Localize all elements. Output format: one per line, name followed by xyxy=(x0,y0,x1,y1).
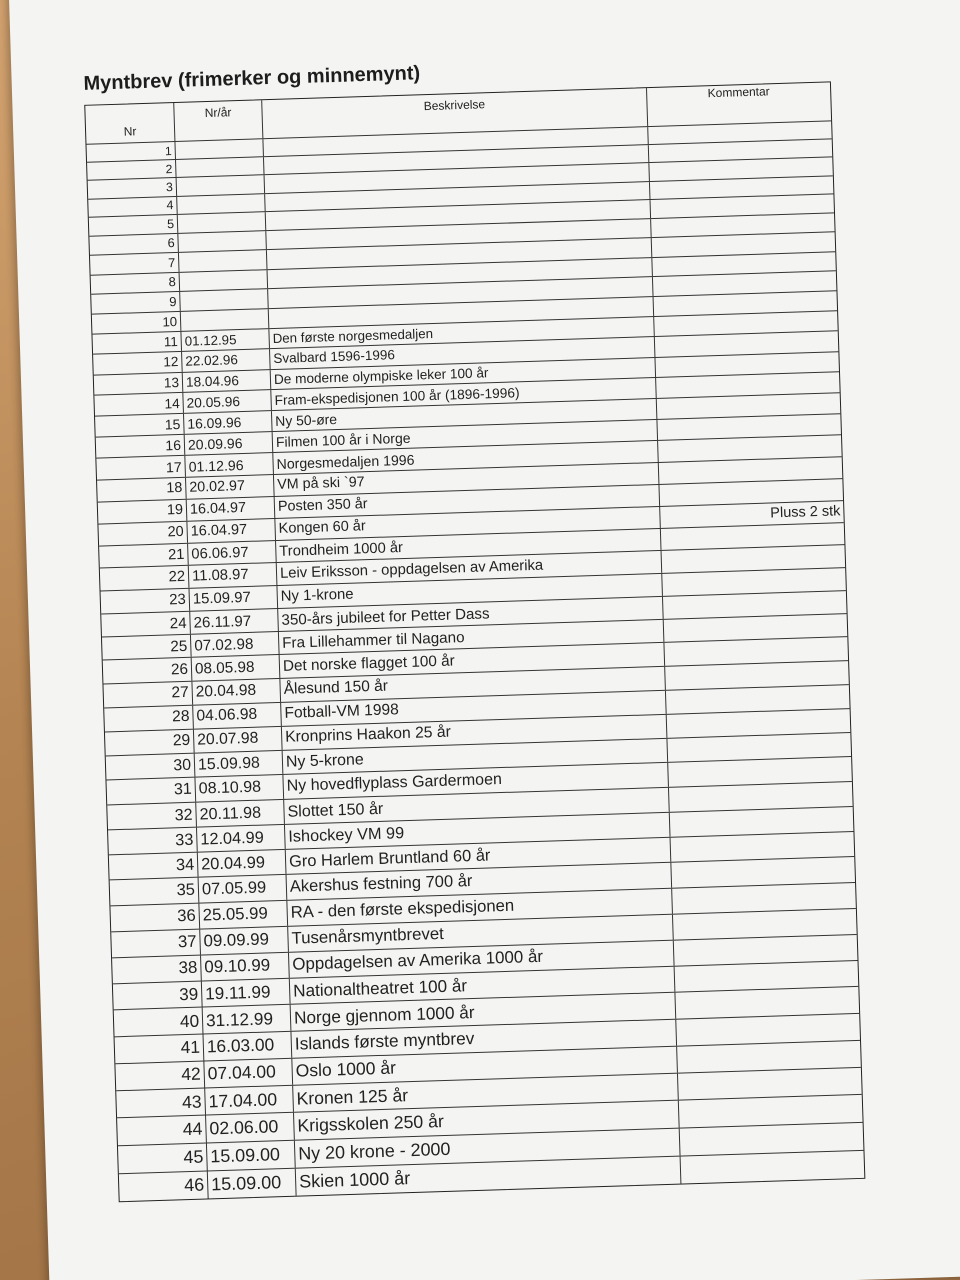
cell-date: 20.07.98 xyxy=(193,727,282,753)
cell-date: 07.02.98 xyxy=(190,632,279,657)
cell-description: Det norske flagget 100 år xyxy=(279,643,665,678)
cell-description: Ålesund 150 år xyxy=(279,667,665,702)
cell-date xyxy=(176,175,265,195)
cell-date: 07.04.00 xyxy=(203,1059,292,1088)
cell-date: 01.12.96 xyxy=(184,454,273,477)
header-comment: Kommentar xyxy=(646,82,831,126)
cell-description: 350-års jubileet for Petter Dass xyxy=(277,597,663,631)
cell-nr: 42 xyxy=(180,1064,202,1085)
cell-date: 20.02.97 xyxy=(185,475,274,499)
cell-date: 08.05.98 xyxy=(191,655,280,680)
cell-description: Tusenårsmyntbrevet xyxy=(287,915,673,952)
cell-date xyxy=(179,270,268,291)
cell-nr: 25 xyxy=(170,637,188,656)
cell-date: 11.08.97 xyxy=(188,563,277,587)
cell-date: 04.06.98 xyxy=(192,703,281,729)
cell-description: Posten 350 år xyxy=(274,485,659,518)
cell-date: 15.09.00 xyxy=(206,1141,295,1171)
cell-date: 16.04.97 xyxy=(186,519,275,543)
cell-nr: 10 xyxy=(162,313,178,330)
cell-description: Filmen 100 år i Norge xyxy=(272,420,657,452)
cell-date xyxy=(176,194,265,214)
cell-nr: 3 xyxy=(165,179,174,195)
cell-description: Den første norgesmedaljen xyxy=(268,317,653,348)
cell-comment: Pluss 2 stk xyxy=(659,501,844,528)
cell-description: Slottet 150 år xyxy=(283,788,669,824)
cell-date: 02.06.00 xyxy=(205,1113,294,1142)
cell-date: 31.12.99 xyxy=(202,1005,291,1033)
cell-date xyxy=(175,157,263,177)
cell-date: 20.11.98 xyxy=(195,800,284,827)
cell-nr: 39 xyxy=(178,984,199,1004)
cell-nr: 34 xyxy=(175,855,195,875)
cell-nr: 33 xyxy=(174,830,194,849)
cell-nr: 1 xyxy=(164,143,172,158)
cell-nr: 12 xyxy=(163,354,179,370)
cell-date: 25.05.99 xyxy=(198,901,287,929)
cell-description: Ny 1-krone xyxy=(276,574,661,608)
cell-description: Ny 50-øre xyxy=(271,399,656,431)
cell-nr: 32 xyxy=(174,805,193,824)
cell-date: 06.06.97 xyxy=(187,541,276,565)
cell-date: 20.04.98 xyxy=(191,679,280,705)
cell-date: 16.09.96 xyxy=(183,411,272,434)
cell-description: Trondheim 1000 år xyxy=(275,529,660,562)
cell-description: Svalbard 1596-1996 xyxy=(269,337,654,368)
cell-description: Gro Harlem Bruntland 60 år xyxy=(285,838,671,874)
cell-description: Ny 20 krone - 2000 xyxy=(294,1129,680,1168)
cell-nr: 38 xyxy=(178,958,198,978)
cell-nr: 7 xyxy=(167,254,176,271)
cell-description: De moderne olympiske leker 100 år xyxy=(270,358,655,390)
cell-description: Islands første myntbrev xyxy=(290,1020,676,1058)
cell-nr: 44 xyxy=(182,1118,203,1140)
cell-nr: 18 xyxy=(166,480,183,497)
cell-description: Ny 5-krone xyxy=(282,739,668,774)
cell-date xyxy=(177,212,266,233)
cell-description: Kongen 60 år xyxy=(274,507,659,540)
cell-nr: 19 xyxy=(166,502,184,519)
cell-date: 26.11.97 xyxy=(189,609,278,634)
cell-nr: 35 xyxy=(176,880,196,900)
table-body xyxy=(86,120,864,1201)
cell-date: 09.10.99 xyxy=(200,953,289,981)
cell-description: Ny hovedflyplass Gardermoen xyxy=(282,763,668,799)
cell-comment xyxy=(680,1151,865,1184)
cell-date: 20.05.96 xyxy=(182,390,271,413)
cell-date: 15.09.00 xyxy=(207,1168,296,1198)
cell-nr: 16 xyxy=(165,437,182,454)
cell-description: Norgesmedaljen 1996 xyxy=(272,441,657,474)
cell-nr: 20 xyxy=(167,524,184,541)
cell-description: Krigsskolen 250 år xyxy=(293,1101,679,1140)
cell-description: Skien 1000 år xyxy=(295,1156,681,1195)
cell-description: Fra Lillehammer til Nagano xyxy=(278,620,664,654)
cell-nr: 4 xyxy=(166,198,174,213)
cell-nr: 9 xyxy=(168,294,177,310)
cell-date xyxy=(174,139,262,159)
cell-nr: 8 xyxy=(168,274,177,290)
cell-description: Akershus festning 700 år xyxy=(286,863,672,900)
cell-description: Ishockey VM 99 xyxy=(284,813,670,849)
cell-nr: 23 xyxy=(169,591,187,609)
cell-date: 19.11.99 xyxy=(201,979,290,1007)
cell-description: Leiv Eriksson - oppdagelsen av Amerika xyxy=(276,551,661,585)
cell-description: Oslo 1000 år xyxy=(291,1047,677,1085)
cell-description: Oppdagelsen av Amerika 1000 år xyxy=(288,940,674,977)
cell-date: 18.04.96 xyxy=(182,370,271,392)
cell-nr: 13 xyxy=(163,374,180,391)
cell-date: 15.09.98 xyxy=(194,751,283,777)
cell-nr: 11 xyxy=(163,334,178,350)
cell-nr: 45 xyxy=(183,1146,204,1167)
cell-nr: 21 xyxy=(167,546,185,564)
header-nr: Nr xyxy=(123,124,137,139)
cell-nr: 14 xyxy=(164,395,180,412)
cell-date: 16.03.00 xyxy=(203,1032,292,1061)
cell-nr: 15 xyxy=(164,416,181,433)
cell-description: Fram-ekspedisjonen 100 år (1896-1996) xyxy=(270,378,655,410)
cell-date: 15.09.97 xyxy=(188,586,277,611)
cell-description: Kronprins Haakon 25 år xyxy=(281,715,667,750)
cell-date: 17.04.00 xyxy=(204,1086,293,1115)
cell-description: RA - den første ekspedisjonen xyxy=(286,889,672,926)
cell-nr: 17 xyxy=(165,458,182,476)
cell-nr: 40 xyxy=(179,1010,200,1031)
cell-nr: 43 xyxy=(181,1091,202,1112)
cell-date: 20.04.99 xyxy=(197,850,286,877)
cell-nr: 27 xyxy=(171,684,190,702)
cell-description: Fotball-VM 1998 xyxy=(280,691,666,726)
cell-description: Nationaltheatret 100 år xyxy=(289,967,675,1004)
cell-nr: 24 xyxy=(169,614,187,632)
cell-date: 22.02.96 xyxy=(181,349,270,371)
document-title: Myntbrev (frimerker og minnemynt) xyxy=(83,62,421,95)
cell-nr: 29 xyxy=(172,732,191,750)
cell-description: VM på ski `97 xyxy=(273,463,658,496)
cell-date: 16.04.97 xyxy=(186,497,275,521)
cell-date: 12.04.99 xyxy=(196,825,285,852)
cell-date: 08.10.98 xyxy=(194,775,283,801)
cell-nr: 28 xyxy=(171,708,190,726)
cell-nr: 37 xyxy=(177,931,197,952)
cell-nr: 30 xyxy=(173,756,192,775)
cell-date: 07.05.99 xyxy=(198,875,287,902)
cell-nr: 6 xyxy=(167,236,175,251)
cell-date: 01.12.95 xyxy=(180,329,269,351)
cell-nr: 41 xyxy=(180,1037,201,1058)
cell-description: Norge gjennom 1000 år xyxy=(290,993,676,1031)
cell-date: 20.09.96 xyxy=(184,432,273,455)
header-date: Nr/år xyxy=(173,100,262,141)
cell-date xyxy=(180,309,269,331)
coin-letter-table xyxy=(84,81,865,1202)
cell-date xyxy=(179,289,268,311)
cell-nr: 5 xyxy=(166,217,175,232)
header-description: Beskrivelse xyxy=(261,88,647,138)
cell-description: Kronen 125 år xyxy=(292,1074,678,1112)
cell-nr: 31 xyxy=(173,781,193,799)
cell-nr: 2 xyxy=(165,161,173,176)
cell-date xyxy=(178,250,267,271)
cell-nr: 46 xyxy=(183,1174,205,1195)
cell-nr: 26 xyxy=(170,660,189,679)
cell-nr: 22 xyxy=(168,569,186,586)
cell-nr: 36 xyxy=(176,906,197,926)
cell-date xyxy=(177,231,266,252)
cell-date: 09.09.99 xyxy=(199,927,288,955)
